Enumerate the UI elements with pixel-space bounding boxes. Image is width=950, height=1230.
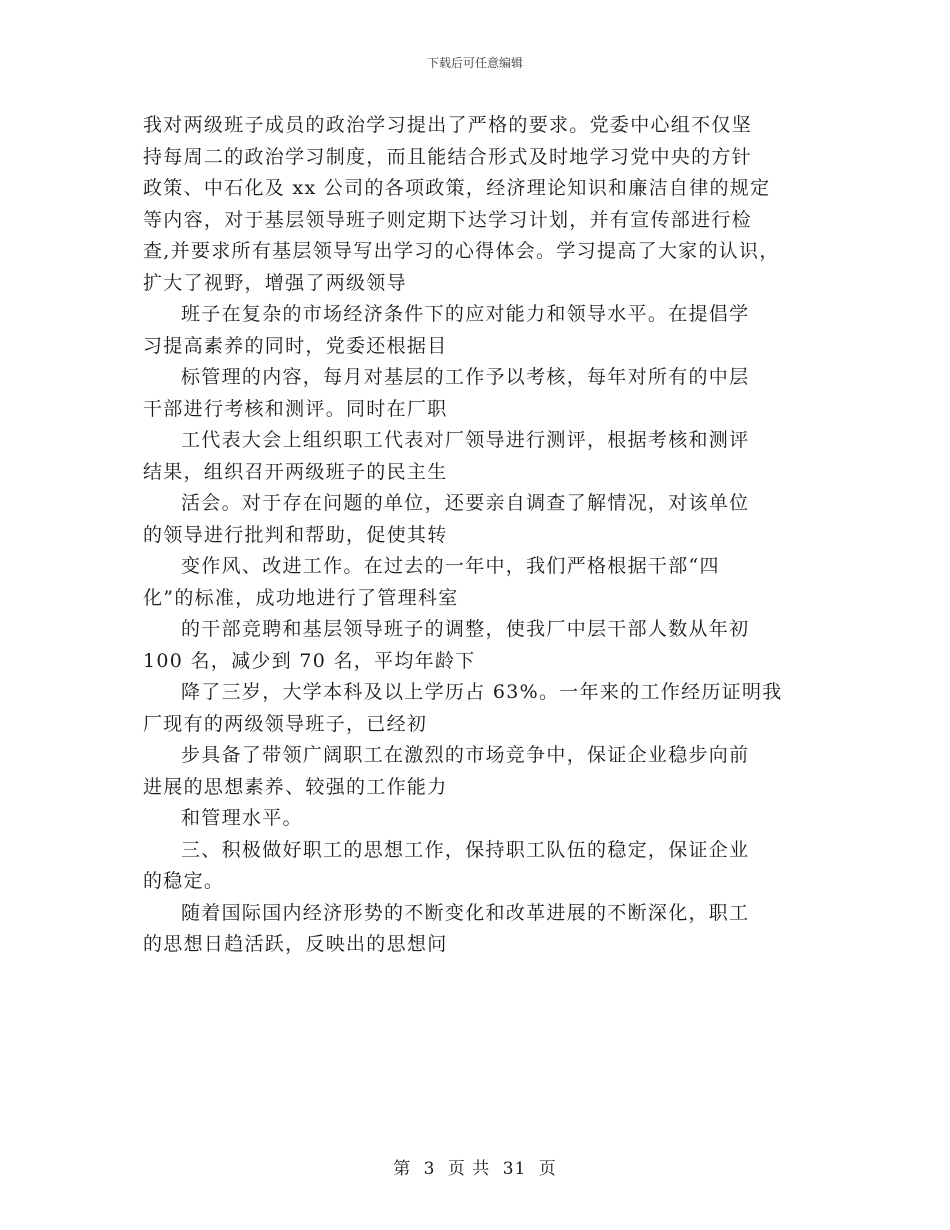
footer-prefix: 第: [393, 1159, 412, 1179]
body-line: 标管理的内容，每月对基层的工作予以考核，每年对所有的中层: [181, 366, 750, 388]
body-line: 习提高素养的同时，党委还根据目: [143, 334, 448, 357]
body-line: 持每周二的政治学习制度，而且能结合形式及时地学习党中央的方针: [143, 145, 753, 168]
body-line: 化”的标准，成功地进行了管理科室: [143, 586, 459, 609]
body-line: 的稳定。: [143, 870, 225, 892]
body-line: 的领导进行批判和帮助，促使其转: [143, 523, 448, 546]
footer-suffix: 页: [538, 1159, 557, 1179]
body-line: 的干部竞聘和基层领导班子的调整，使我厂中层干部人数从年初: [181, 618, 750, 640]
body-line: 的思想日趋活跃，反映出的思想问: [143, 933, 448, 955]
body-line: 等内容，对于基层领导班子则定期下达学习计划，并有宣传部进行检: [143, 208, 753, 231]
body-line: 100 名，减少到 70 名，平均年龄下: [143, 649, 476, 672]
body-line: 降了三岁，大学本科及以上学历占 63%。一年来的工作经历证明我: [181, 681, 783, 703]
body-line: 工代表大会上组织职工代表对厂领导进行测评，根据考核和测评: [181, 429, 750, 451]
total-page-count: 31: [502, 1159, 527, 1179]
body-line: 进展的思想素养、较强的工作能力: [143, 775, 448, 798]
body-line: 活会。对于存在问题的单位，还要亲自调查了解情况，对该单位: [181, 492, 750, 514]
current-page-number: 3: [423, 1159, 436, 1179]
body-line: 随着国际国内经济形势的不断变化和改革进展的不断深化，职工: [181, 901, 750, 924]
body-line: 我对两级班子成员的政治学习提出了严格的要求。党委中心组不仅坚: [143, 114, 753, 136]
page-footer: [0, 1154, 950, 1179]
section-heading: 三、积极做好职工的思想工作，保持职工队伍的稳定，保证企业: [181, 838, 750, 861]
body-line: 干部进行考核和测评。同时在厂职: [143, 397, 448, 420]
body-line: 政策、中石化及 xx 公司的各项政策，经济理论知识和廉洁自律的规定: [143, 177, 771, 199]
body-line: 步具备了带领广阔职工在激烈的市场竞争中，保证企业稳步向前: [181, 744, 750, 766]
body-line: 结果，组织召开两级班子的民主生: [143, 460, 448, 483]
body-line: 扩大了视野，增强了两级领导: [143, 271, 407, 294]
page-header-note: 下载后可任意编辑: [426, 56, 523, 70]
document-body: [143, 110, 823, 961]
body-line: 和管理水平。: [181, 807, 303, 829]
body-line: 变作风、改进工作。在过去的一年中，我们严格根据干部“四: [181, 555, 720, 577]
body-line: 厂现有的两级领导班子，已经初: [143, 712, 428, 735]
body-line: 查,并要求所有基层领导写出学习的心得体会。学习提高了大家的认识，: [143, 240, 780, 262]
footer-middle: 页 共: [447, 1159, 491, 1179]
body-line: 班子在复杂的市场经济条件下的应对能力和领导水平。在提倡学: [181, 303, 750, 325]
